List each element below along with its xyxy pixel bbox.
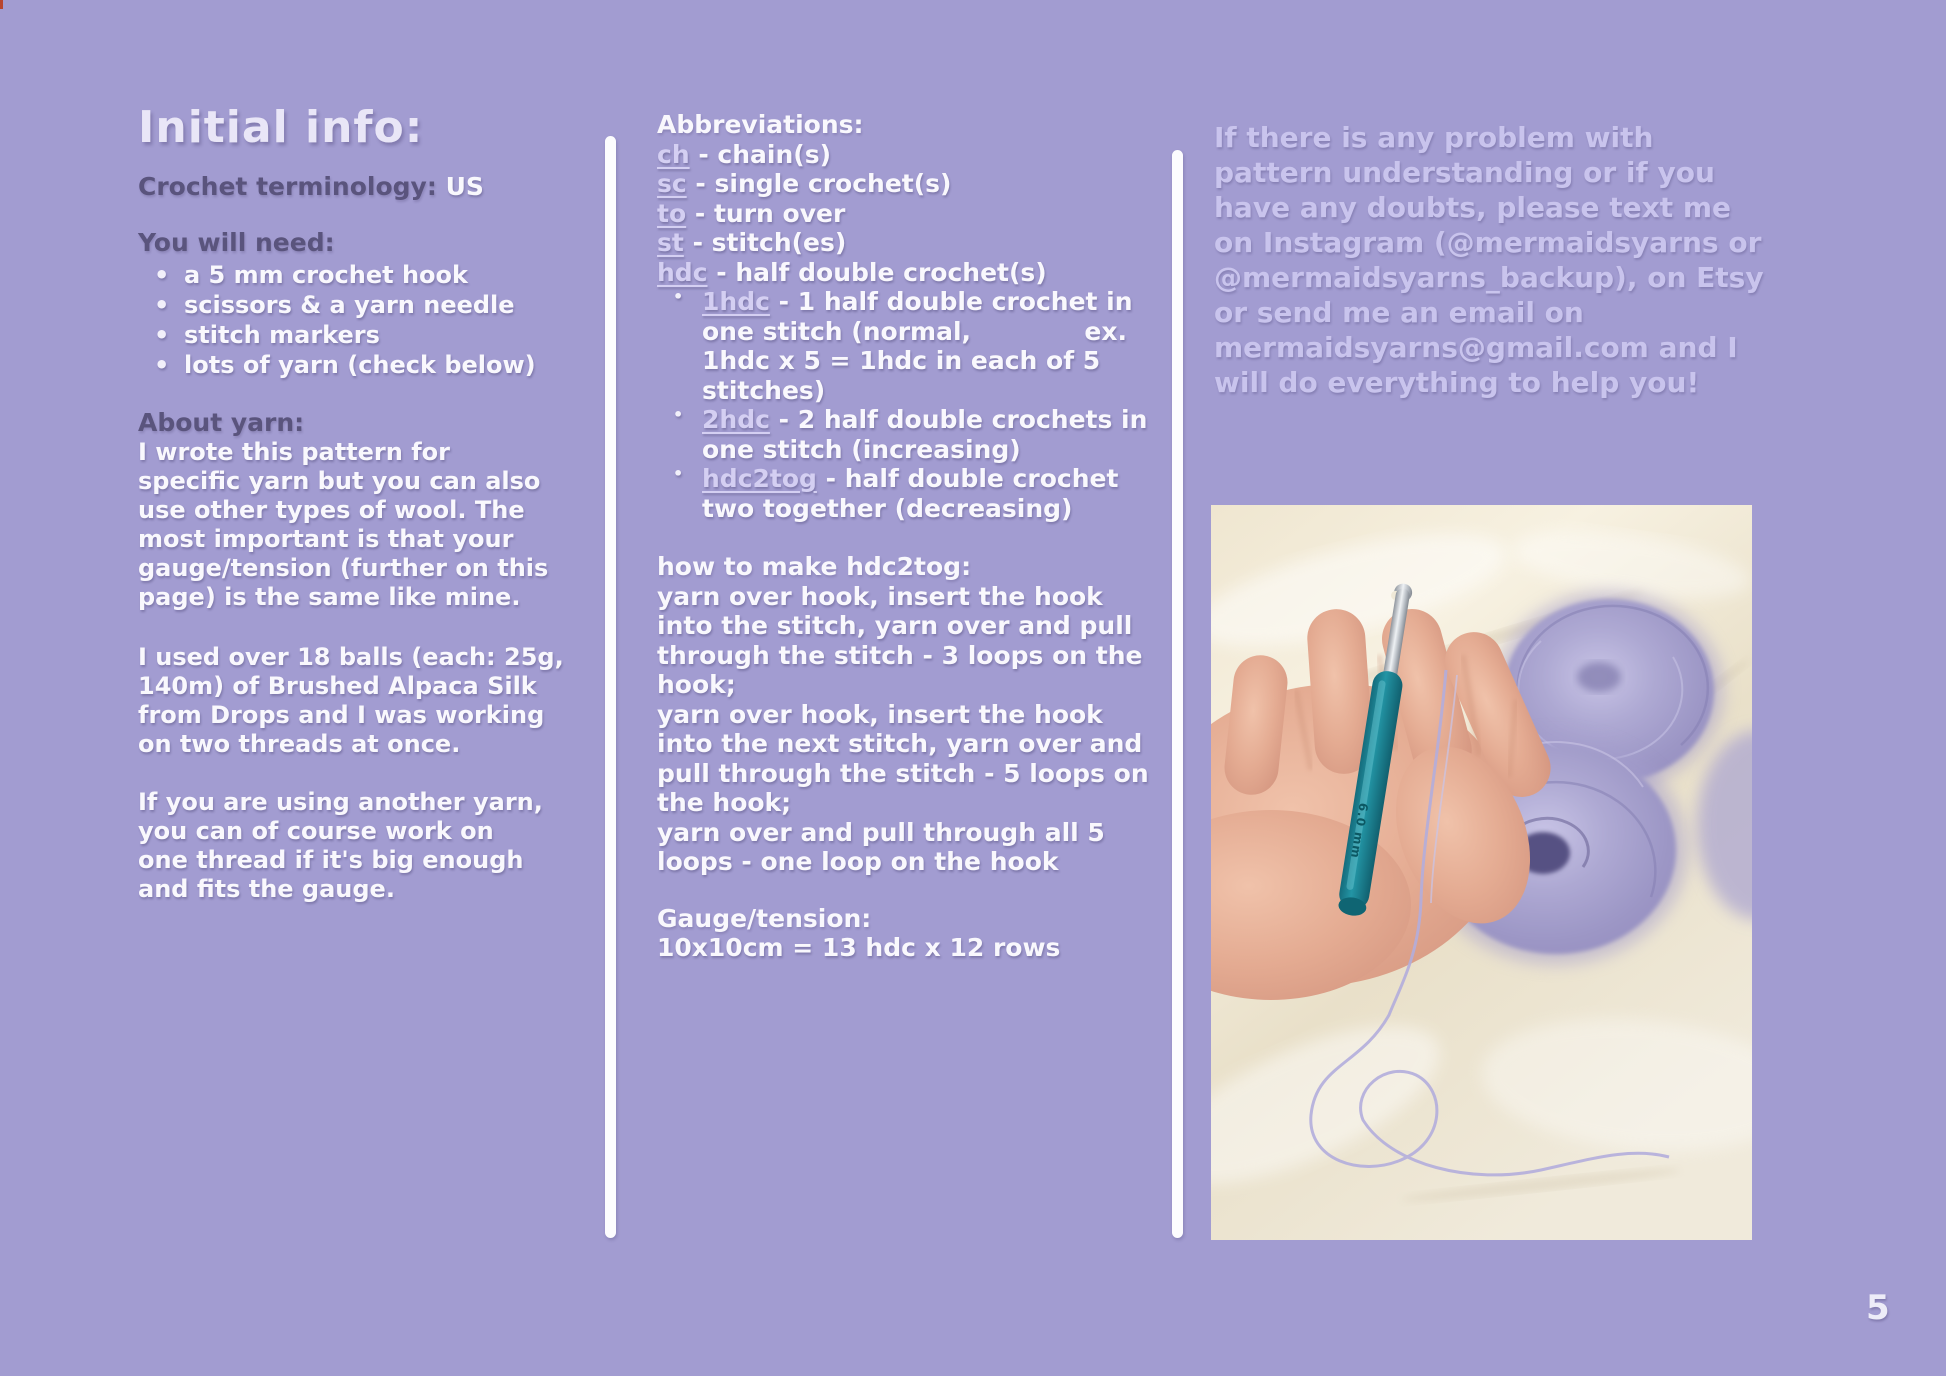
abbreviation-term: ch bbox=[657, 139, 690, 169]
text-line: you can of course work on bbox=[138, 817, 494, 845]
text-line: loops - one loop on the hook bbox=[657, 847, 1059, 876]
column-divider bbox=[1172, 150, 1183, 1238]
text-line bbox=[702, 287, 1133, 317]
abbreviation-definition: - 2 half double crochets in bbox=[778, 405, 1148, 434]
abbreviation-term: to bbox=[657, 198, 687, 228]
abbreviation-term: 2hdc bbox=[702, 405, 770, 434]
contact-column bbox=[1214, 120, 1794, 400]
text-line: @mermaidsyarns_backup), on Etsy bbox=[1214, 261, 1764, 294]
hook-size-label: 6.0 mm bbox=[1347, 801, 1371, 860]
text-line bbox=[702, 464, 1127, 494]
text-line: I used over 18 balls (each: 25g, bbox=[138, 643, 564, 671]
text-line: specific yarn but you can also bbox=[138, 467, 541, 495]
abbreviation-row bbox=[657, 199, 1127, 229]
bullet-icon: • bbox=[673, 405, 684, 424]
gauge-value: 10x10cm = 13 hdc x 12 rows bbox=[657, 933, 1061, 962]
need-list bbox=[138, 260, 600, 380]
terminology-value: US bbox=[445, 172, 484, 201]
abbreviation-definition: - half double crochet(s) bbox=[716, 257, 1047, 287]
text-line: have any doubts, please text me bbox=[1214, 191, 1732, 224]
text-line: use other types of wool. The bbox=[138, 496, 525, 524]
text-line bbox=[702, 317, 1127, 347]
abbreviation-row bbox=[657, 258, 1127, 288]
bullet-icon: • bbox=[673, 464, 684, 483]
abbreviation-sub-item-2hdc bbox=[657, 405, 1148, 464]
text-fragment: ex. bbox=[1084, 316, 1127, 346]
abbreviation-sub-item-hdc2tog bbox=[657, 464, 1127, 523]
howto-paragraph bbox=[657, 581, 1149, 877]
text-line: through the stitch - 3 loops on the bbox=[657, 640, 1143, 670]
text-line: I wrote this pattern for bbox=[138, 438, 450, 466]
text-line: on Instagram (@mermaidsyarns or bbox=[1214, 226, 1762, 259]
text-line: yarn over and pull through all 5 bbox=[657, 817, 1105, 847]
text-line: most important is that your bbox=[138, 525, 514, 553]
initial-info-column bbox=[138, 100, 600, 904]
bullet-icon: • bbox=[154, 291, 170, 319]
abbreviation-sub-item-1hdc bbox=[657, 287, 1133, 405]
about-yarn-header: About yarn: bbox=[138, 408, 305, 437]
list-item bbox=[138, 260, 600, 290]
terminology-line bbox=[138, 172, 600, 202]
abbreviation-term: sc bbox=[657, 169, 687, 198]
page-number: 5 bbox=[1866, 1288, 1890, 1328]
howto-header: how to make hdc2tog: bbox=[657, 552, 972, 581]
abbreviation-term: hdc2tog bbox=[702, 464, 817, 493]
bullet-icon: • bbox=[154, 321, 170, 349]
abbreviation-definition: - stitch(es) bbox=[692, 228, 847, 257]
abbreviations-header: Abbreviations: bbox=[657, 110, 864, 139]
text-line: 140m) of Brushed Alpaca Silk bbox=[138, 672, 537, 700]
text-line: on two threads at once. bbox=[138, 730, 461, 758]
bullet-icon: • bbox=[154, 261, 170, 289]
abbreviation-term: 1hdc bbox=[702, 287, 770, 316]
abbreviation-definition: - 1 half double crochet in bbox=[778, 287, 1133, 316]
text-line: one thread if it's big enough bbox=[138, 846, 524, 874]
list-item bbox=[138, 320, 600, 350]
about-yarn-paragraph bbox=[138, 438, 600, 612]
yarn-photo bbox=[1211, 505, 1752, 1240]
scan-edge-artifact bbox=[0, 0, 3, 9]
list-item-label: scissors & a yarn needle bbox=[184, 291, 515, 319]
abbreviation-row bbox=[657, 140, 1127, 170]
list-item-label: stitch markers bbox=[184, 321, 380, 349]
list-item-label: lots of yarn (check below) bbox=[184, 351, 536, 379]
bullet-icon: • bbox=[673, 287, 684, 306]
text-line: two together (decreasing) bbox=[702, 493, 1073, 523]
text-line: one stitch (increasing) bbox=[702, 434, 1021, 464]
abbreviation-term: hdc bbox=[657, 257, 708, 287]
abbreviation-definition: - turn over bbox=[694, 198, 846, 228]
text-line: the hook; bbox=[657, 788, 792, 817]
list-item-label: a 5 mm crochet hook bbox=[184, 261, 468, 289]
text-line: pattern understanding or if you bbox=[1214, 156, 1715, 189]
list-item bbox=[138, 350, 600, 380]
text-line: mermaidsyarns@gmail.com and I bbox=[1214, 331, 1738, 364]
text-line: yarn over hook, insert the hook bbox=[657, 581, 1103, 611]
bullet-icon: • bbox=[154, 351, 170, 379]
abbreviation-row bbox=[657, 169, 1127, 199]
text-line: or send me an email on bbox=[1214, 296, 1584, 329]
text-line bbox=[702, 405, 1148, 435]
text-line: If you are using another yarn, bbox=[138, 788, 543, 816]
text-line: into the stitch, yarn over and pull bbox=[657, 611, 1133, 640]
abbreviation-definition: - chain(s) bbox=[698, 139, 832, 169]
yarn-used-paragraph bbox=[138, 643, 600, 759]
text-line: gauge/tension (further on this bbox=[138, 554, 549, 582]
abbreviation-row bbox=[657, 228, 1127, 258]
text-line: hook; bbox=[657, 670, 736, 699]
other-yarn-paragraph bbox=[138, 788, 600, 904]
text-line: from Drops and I was working bbox=[138, 701, 545, 729]
text-line: will do everything to help you! bbox=[1214, 366, 1700, 399]
abbreviation-definition: - single crochet(s) bbox=[695, 169, 952, 198]
text-line: stitches) bbox=[702, 375, 826, 405]
text-line: and fits the gauge. bbox=[138, 875, 395, 903]
text-line: into the next stitch, yarn over and bbox=[657, 729, 1143, 758]
text-line: 1hdc x 5 = 1hdc in each of 5 bbox=[702, 346, 1101, 375]
gauge-header: Gauge/tension: bbox=[657, 903, 872, 933]
abbreviations-column bbox=[657, 110, 1149, 963]
text-line: yarn over hook, insert the hook bbox=[657, 699, 1103, 729]
text-line: pull through the stitch - 5 loops on bbox=[657, 758, 1149, 788]
text-fragment: one stitch (normal, bbox=[702, 316, 972, 346]
text-line: If there is any problem with bbox=[1214, 121, 1654, 154]
terminology-label: Crochet terminology: bbox=[138, 172, 437, 201]
abbreviation-term: st bbox=[657, 228, 684, 257]
abbreviation-definition: - half double crochet bbox=[825, 464, 1119, 493]
list-item bbox=[138, 290, 600, 320]
need-header: You will need: bbox=[138, 228, 335, 257]
text-line: page) is the same like mine. bbox=[138, 583, 521, 611]
page-title: Initial info: bbox=[138, 102, 424, 153]
column-divider bbox=[605, 136, 616, 1238]
